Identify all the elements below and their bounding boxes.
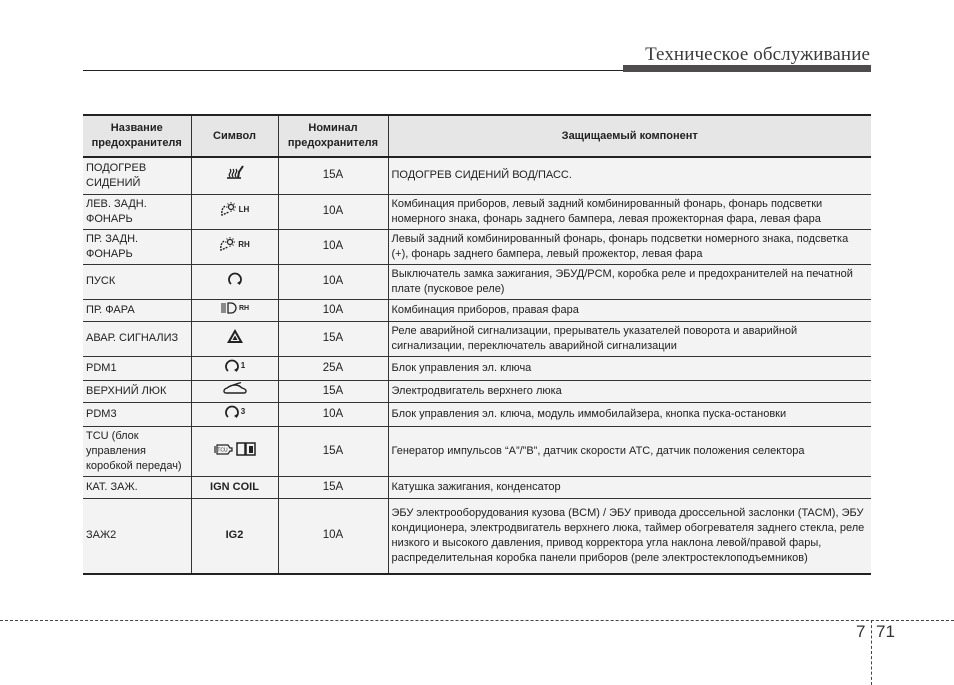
fuse-rating: 10A — [278, 194, 388, 229]
table-row — [83, 229, 871, 264]
fuse-rating: 10A — [278, 299, 388, 321]
table-row — [83, 380, 871, 402]
fuse-rating: 10A — [278, 264, 388, 299]
protected-component: Реле аварийной сигнализации, прерыватель указателей поворота и аварийной сигнализации, переключатель аварийной сигнализации — [388, 321, 871, 356]
fuse-name: КАТ. ЗАЖ. — [83, 476, 191, 498]
section-title: Техническое обслуживание — [645, 44, 870, 65]
fuse-rating: 10A — [278, 229, 388, 264]
start-icon — [224, 358, 245, 374]
svg-text:TCU: TCU — [217, 447, 228, 453]
tail-lamp-icon — [219, 235, 250, 253]
fuse-name: ПОДОГРЕВ СИДЕНИЙ — [83, 157, 191, 194]
fuse-rating: 25A — [278, 356, 388, 380]
fuse-rating: 10A — [278, 402, 388, 426]
symbol-suffix: LH — [238, 204, 250, 214]
protected-component: Электродвигатель верхнего люка — [388, 380, 871, 402]
fuse-name: TCU (блок управления коробкой передач) — [83, 426, 191, 476]
start-icon — [227, 271, 243, 287]
symbol-suffix: RH — [238, 304, 250, 312]
column-header-name: Название предохранителя — [83, 115, 191, 157]
table-header-row — [83, 115, 871, 157]
table-row — [83, 402, 871, 426]
symbol-label: IG2 — [225, 529, 244, 542]
fuse-name: ПР. ФАРА — [83, 299, 191, 321]
table-row — [83, 356, 871, 380]
protected-component: ПОДОГРЕВ СИДЕНИЙ ВОД/ПАСС. — [388, 157, 871, 194]
protected-component: Генератор импульсов “A”/”B”, датчик скорости ATC, датчик положения селектора — [388, 426, 871, 476]
page-divider — [0, 620, 954, 621]
table-row — [83, 157, 871, 194]
fuse-name: ПР. ЗАДН. ФОНАРЬ — [83, 229, 191, 264]
fuse-rating: 15A — [278, 426, 388, 476]
tail-lamp-icon — [220, 200, 250, 218]
seat-heater-icon — [224, 164, 246, 182]
fuse-rating: 15A — [278, 321, 388, 356]
fuse-name: ВЕРХНИЙ ЛЮК — [83, 380, 191, 402]
fuse-table — [83, 114, 871, 575]
symbol-label: IGN COIL — [210, 480, 259, 493]
table-row — [83, 426, 871, 476]
symbol-suffix: 1 — [240, 361, 246, 370]
fuse-rating: 15A — [278, 476, 388, 498]
symbol-suffix: 3 — [240, 407, 246, 416]
table-row — [83, 476, 871, 498]
fuse-name: ЗАЖ2 — [83, 498, 191, 574]
fuse-rating: 10A — [278, 498, 388, 574]
column-header-component: Защищаемый компонент — [388, 115, 871, 157]
table-row — [83, 264, 871, 299]
table-row — [83, 299, 871, 321]
start-icon — [224, 404, 245, 420]
protected-component: Выключатель замка зажигания, ЭБУД/PCM, коробка реле и предохранителей на печатной плате (пусковое реле) — [388, 264, 871, 299]
column-header-symbol: Символ — [191, 115, 278, 157]
manual-book-icon — [236, 442, 256, 456]
column-header-rating: Номинал предохранителя — [278, 115, 388, 157]
fuse-name: ПУСК — [83, 264, 191, 299]
page-divider-vertical — [871, 620, 872, 685]
fuse-name: PDM1 — [83, 356, 191, 380]
fuse-name: АВАР. СИГНАЛИЗ — [83, 321, 191, 356]
table-row — [83, 194, 871, 229]
table-row — [83, 498, 871, 574]
protected-component: Комбинация приборов, правая фара — [388, 299, 871, 321]
sunroof-icon — [223, 382, 247, 396]
table-row — [83, 321, 871, 356]
protected-component: Блок управления эл. ключа, модуль иммобилайзера, кнопка пуска-остановки — [388, 402, 871, 426]
header-bar — [623, 65, 871, 72]
fuse-name: ЛЕВ. ЗАДН. ФОНАРЬ — [83, 194, 191, 229]
protected-component: Катушка зажигания, конденсатор — [388, 476, 871, 498]
fuse-rating: 15A — [278, 380, 388, 402]
tcu-icon — [213, 442, 256, 456]
hazard-icon — [226, 328, 244, 344]
protected-component: ЭБУ электрооборудования кузова (BCM) / ЭБУ привода дроссельной заслонки (TACM), ЭБУ кондиционера, электродвигатель верхнего люка, таймер обогревателя заднего стекла, реле низкого и высокого давления, привод корректора угла наклона левой/правой фары, распределительная коробка панели приборов (реле электростеклоподъемников) — [388, 498, 871, 574]
protected-component: Левый задний комбинированный фонарь, фонарь подсветки номерного знака, подсветка (+), фонарь заднего бампера, левый прожектор, левая фара — [388, 229, 871, 264]
protected-component: Блок управления эл. ключа — [388, 356, 871, 380]
fuse-name: PDM3 — [83, 402, 191, 426]
page-number: 71 — [876, 622, 895, 641]
symbol-suffix: RH — [238, 239, 250, 249]
header-rule — [83, 70, 624, 71]
headlamp-icon — [220, 301, 249, 316]
chapter-number: 7 — [856, 622, 866, 641]
protected-component: Комбинация приборов, левый задний комбинированный фонарь, фонарь подсветки номерного знака, фонарь заднего бампера, левая прожекторная фара, левая фара — [388, 194, 871, 229]
fuse-rating: 15A — [278, 157, 388, 194]
